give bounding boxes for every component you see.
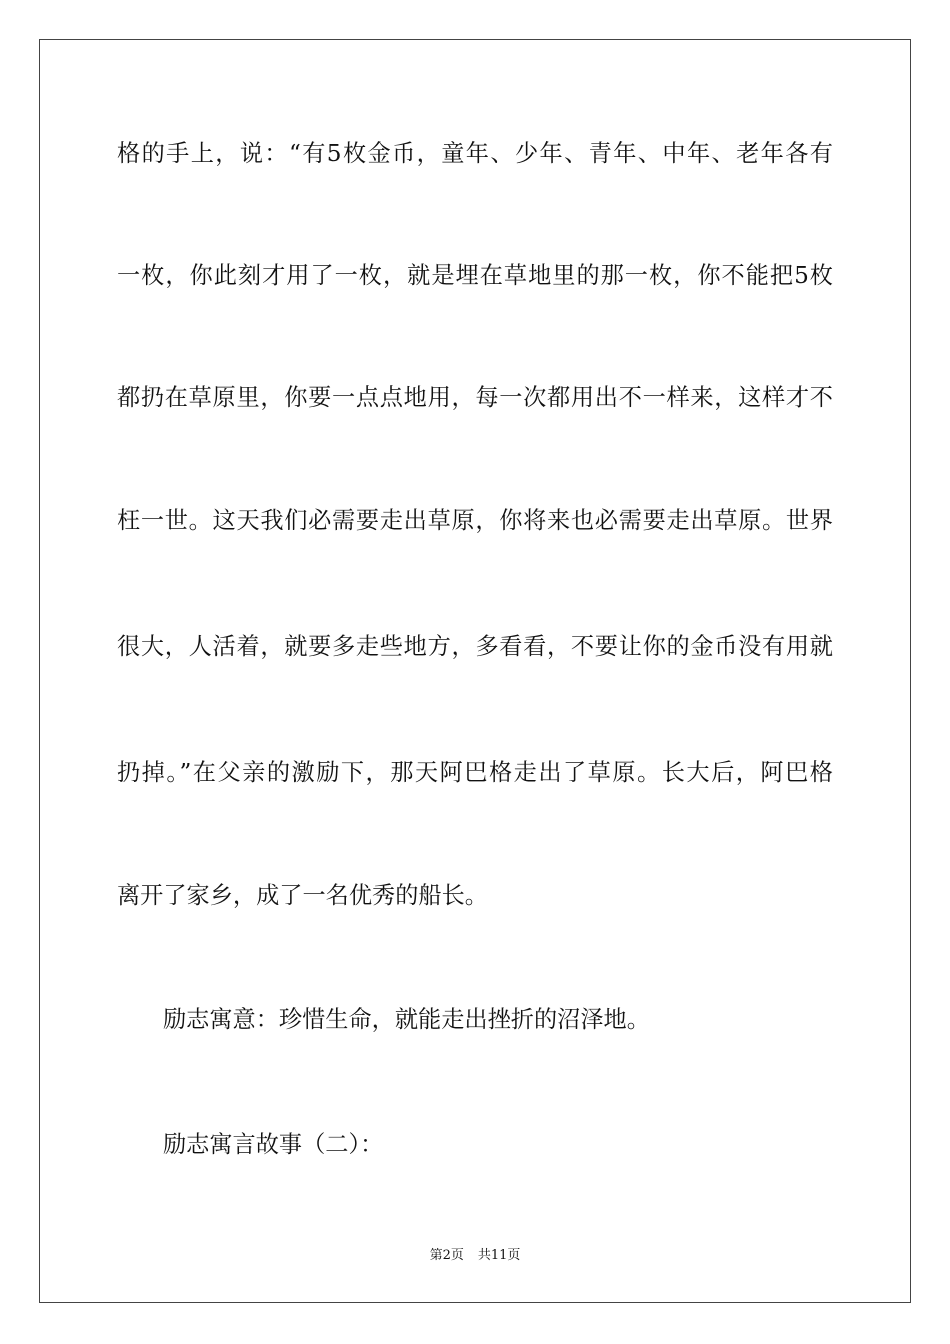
body-text-line-7: 离开了家乡，成了一名优秀的船长。 <box>117 882 488 909</box>
page-footer <box>0 1247 950 1265</box>
total-pages: 共11页 <box>477 1248 521 1263</box>
section-heading: 励志寓言故事（二）： <box>163 1131 384 1158</box>
body-text-line-5: 很大，人活着，就要多走些地方，多看看，不要让你的金币没有用就 <box>117 633 833 660</box>
body-text-line-6: 扔掉。”在父亲的激励下，那天阿巴格走出了草原。长大后，阿巴格 <box>117 759 833 786</box>
page-border <box>39 39 911 1303</box>
body-text-line-2: 一枚，你此刻才用了一枚，就是埋在草地里的那一枚，你不能把5枚 <box>117 262 833 289</box>
page-number: 第2页 <box>429 1248 464 1263</box>
moral-paragraph: 励志寓意：珍惜生命，就能走出挫折的沼泽地。 <box>163 1006 650 1033</box>
body-text-line-1: 格的手上，说：“有5枚金币，童年、少年、青年、中年、老年各有 <box>117 140 833 167</box>
body-text-line-3: 都扔在草原里，你要一点点地用，每一次都用出不一样来，这样才不 <box>117 384 833 411</box>
body-text-line-4: 枉一世。这天我们必需要走出草原，你将来也必需要走出草原。世界 <box>117 507 833 534</box>
